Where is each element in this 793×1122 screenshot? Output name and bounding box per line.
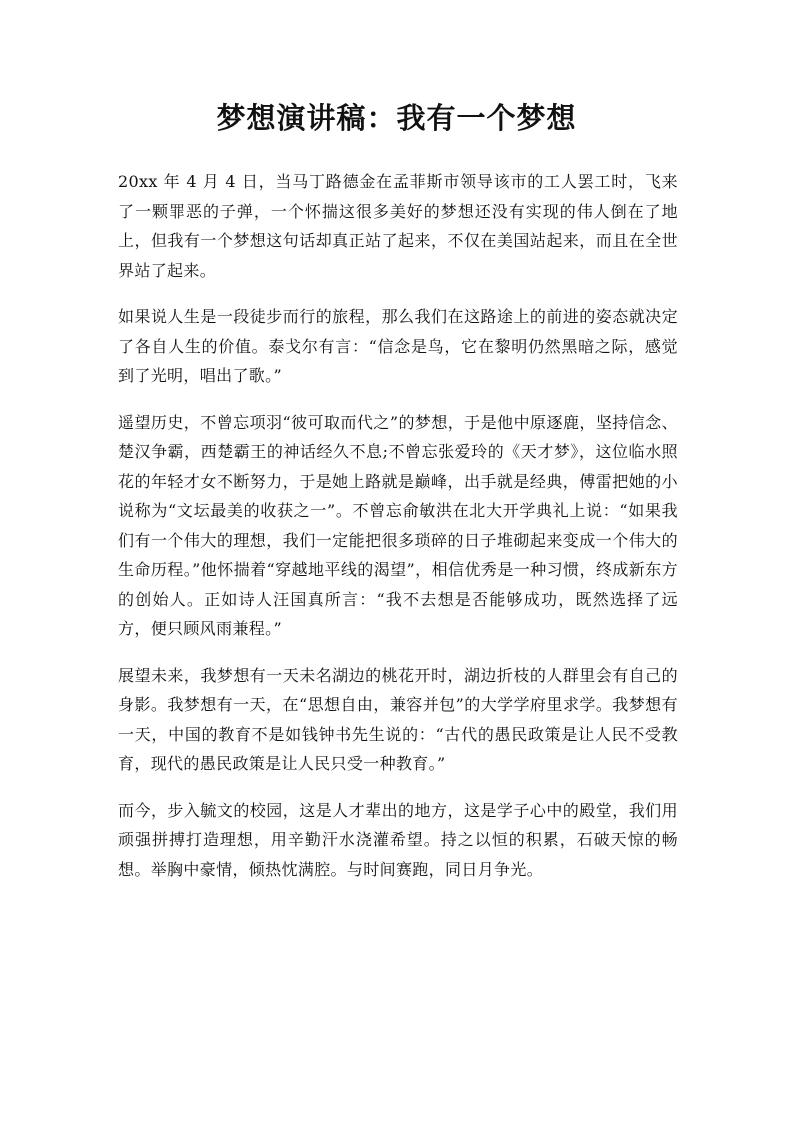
paragraph-1: 20xx 年 4 月 4 日，当马丁路德金在孟菲斯市领导该市的工人罢工时，飞来了一颗罪恶的子弹，一个怀揣这很多美好的梦想还没有实现的伟人倒在了地上，但我有一个梦想这句话却真正站了起来，不仅在美国站起来，而且在全世界站了起来。: [118, 172, 678, 280]
paragraph-2: 如果说人生是一段徒步而行的旅程，那么我们在这路途上的前进的姿态就决定了各自人生的价值。泰戈尔有言：“信念是鸟，它在黎明仍然黑暗之际，感觉到了光明，唱出了歌。”: [118, 307, 678, 385]
document-title: 梦想演讲稿：我有一个梦想: [216, 101, 577, 135]
paragraph-3: 遥望历史，不曾忘项羽“彼可取而代之”的梦想，于是他中原逐鹿，坚持信念、楚汉争霸，西楚霸王的神话经久不息;不曾忘张爱玲的《天才梦》，这位临水照花的年轻才女不断努力，于是她上路就是巅峰，出手就是经典，傅雷把她的小说称为“文坛最美的收获之一”。不曾忘俞敏洪在北大开学典礼上说：“如果我们有一个伟大的理想，我们一定能把很多琐碎的日子堆砌起来变成一个伟大的生命历程。”他怀揣着“穿越地平线的渴望”，相信优秀是一种习惯，终成新东方的创始人。正如诗人汪国真所言：“我不去想是否能够成功，既然选择了远方，便只顾风雨兼程。”: [118, 412, 678, 638]
document-body: [118, 167, 678, 901]
paragraph-4: 展望未来，我梦想有一天未名湖边的桃花开时，湖边折枝的人群里会有自己的身影。我梦想有一天，在“思想自由，兼容并包”的大学学府里求学。我梦想有一天，中国的教育不是如钱钟书先生说的：“古代的愚民政策是让人民不受教育，现代的愚民政策是让人民只受一种教育。”: [118, 665, 678, 773]
paragraph-5: 而今，步入毓文的校园，这是人才辈出的地方，这是学子心中的殿堂，我们用顽强拼搏打造理想，用辛勤汗水浇灌希望。持之以恒的积累，石破天惊的畅想。举胸中豪情，倾热忱满腔。与时间赛跑，同日月争光。: [118, 800, 678, 879]
